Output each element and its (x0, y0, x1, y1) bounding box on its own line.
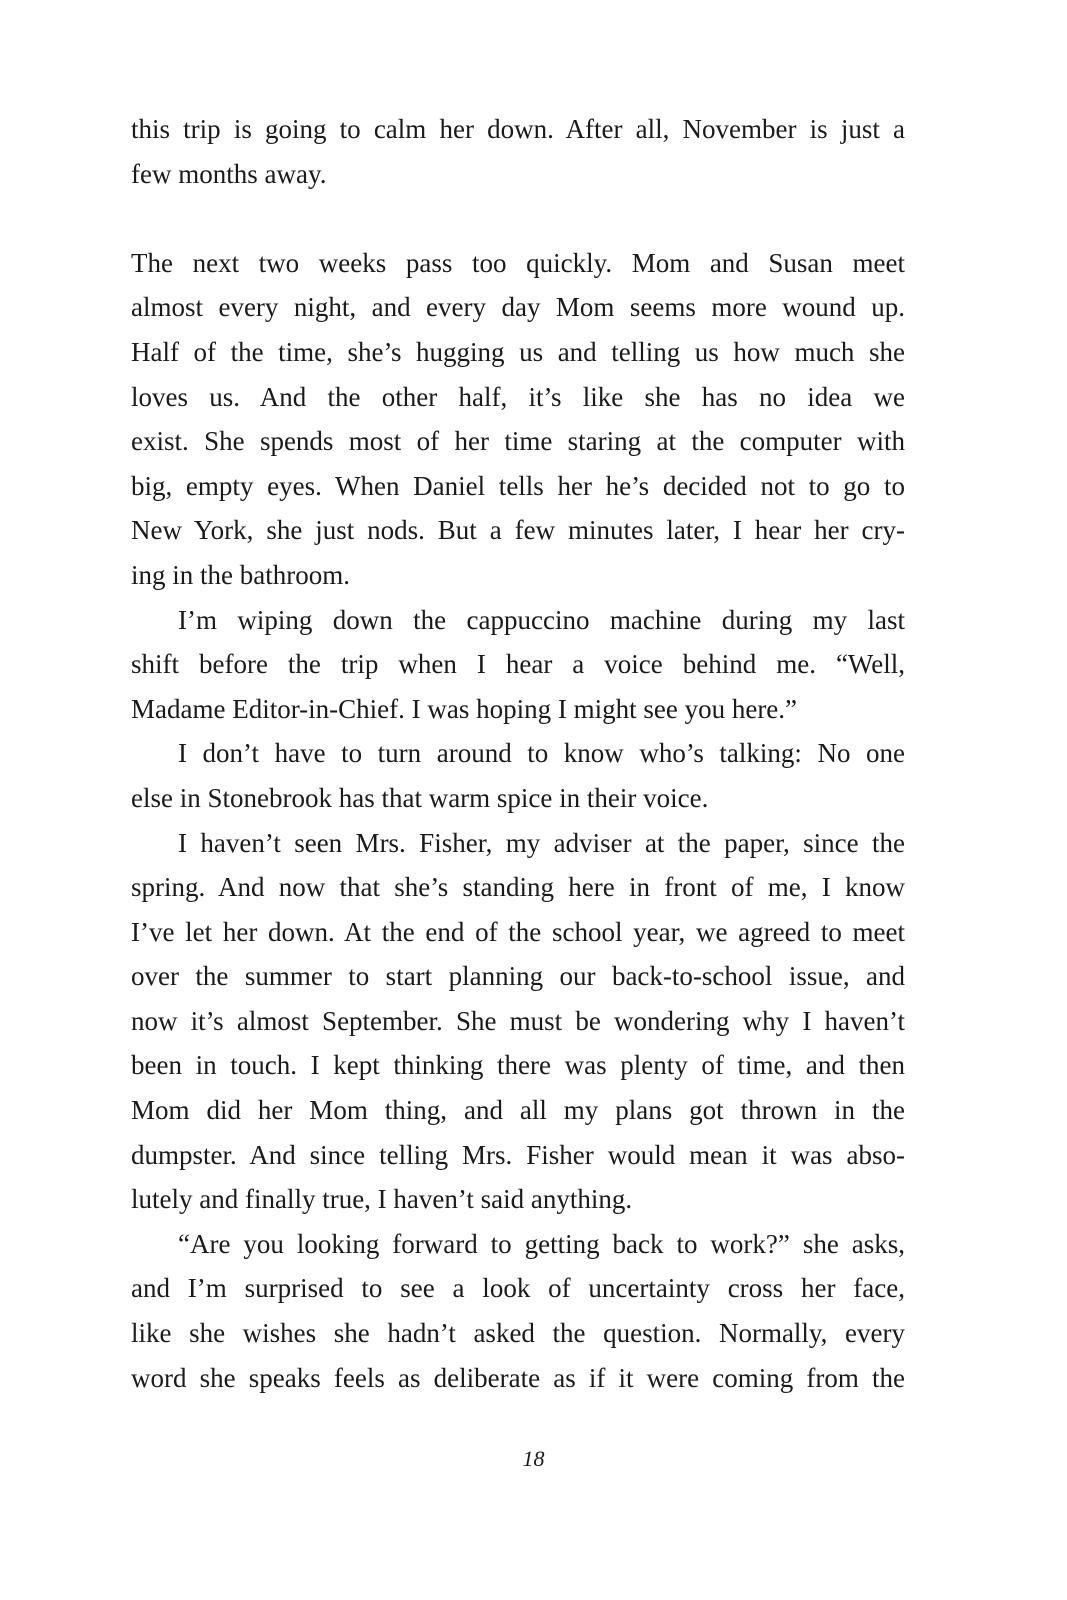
text-line: and I’m surprised to see a look of uncertainty cross her face, (131, 1273, 905, 1304)
text-line: spring. And now that she’s standing here in front of me, I know (131, 872, 905, 903)
page-number: 18 (522, 1446, 545, 1471)
text-line: almost every night, and every day Mom seems more wound up. (131, 292, 905, 323)
text-line: Half of the time, she’s hugging us and telling us how much she (131, 336, 905, 367)
text-line: now it’s almost September. She must be wondering why I haven’t (131, 1005, 905, 1036)
text-line: like she wishes she hadn’t asked the question. Normally, every (131, 1318, 905, 1349)
text-line: few months away. (131, 158, 327, 189)
text-line: New York, she just nods. But a few minutes later, I hear her cry- (131, 515, 905, 546)
text-line: been in touch. I kept thinking there was plenty of time, and then (131, 1050, 905, 1081)
text-line: else in Stonebrook has that warm spice in their voice. (131, 782, 709, 813)
text-line: exist. She spends most of her time staring at the computer with (131, 426, 905, 457)
text-line: dumpster. And since telling Mrs. Fisher would mean it was abso- (131, 1139, 905, 1170)
text-line: I’m wiping down the cappuccino machine during my last (178, 604, 905, 635)
text-line: ing in the bathroom. (131, 559, 350, 590)
text-line: loves us. And the other half, it’s like she has no idea we (131, 381, 905, 412)
text-line: I’ve let her down. At the end of the school year, we agreed to meet (131, 916, 905, 947)
text-line: word she speaks feels as deliberate as if it were coming from the (131, 1362, 905, 1393)
text-line: shift before the trip when I hear a voice behind me. “Well, (131, 649, 905, 680)
text-line: I don’t have to turn around to know who’s talking: No one (178, 738, 905, 769)
text-line: over the summer to start planning our back-to-school issue, and (131, 961, 905, 992)
section-break (131, 196, 905, 241)
body-text (131, 107, 905, 1400)
text-line: Madame Editor-in-Chief. I was hoping I might see you here.” (131, 693, 798, 724)
text-line: this trip is going to calm her down. After all, November is just a (131, 114, 905, 144)
text-line: Mom did her Mom thing, and all my plans got thrown in the (131, 1095, 905, 1126)
text-line: The next two weeks pass too quickly. Mom and Susan meet (131, 247, 905, 278)
text-line: “Are you looking forward to getting back to work?” she asks, (178, 1228, 905, 1259)
text-line: lutely and finally true, I haven’t said anything. (131, 1184, 633, 1215)
text-line: I haven’t seen Mrs. Fisher, my adviser at the paper, since the (178, 827, 905, 858)
text-line: big, empty eyes. When Daniel tells her he’s decided not to go to (131, 470, 905, 501)
